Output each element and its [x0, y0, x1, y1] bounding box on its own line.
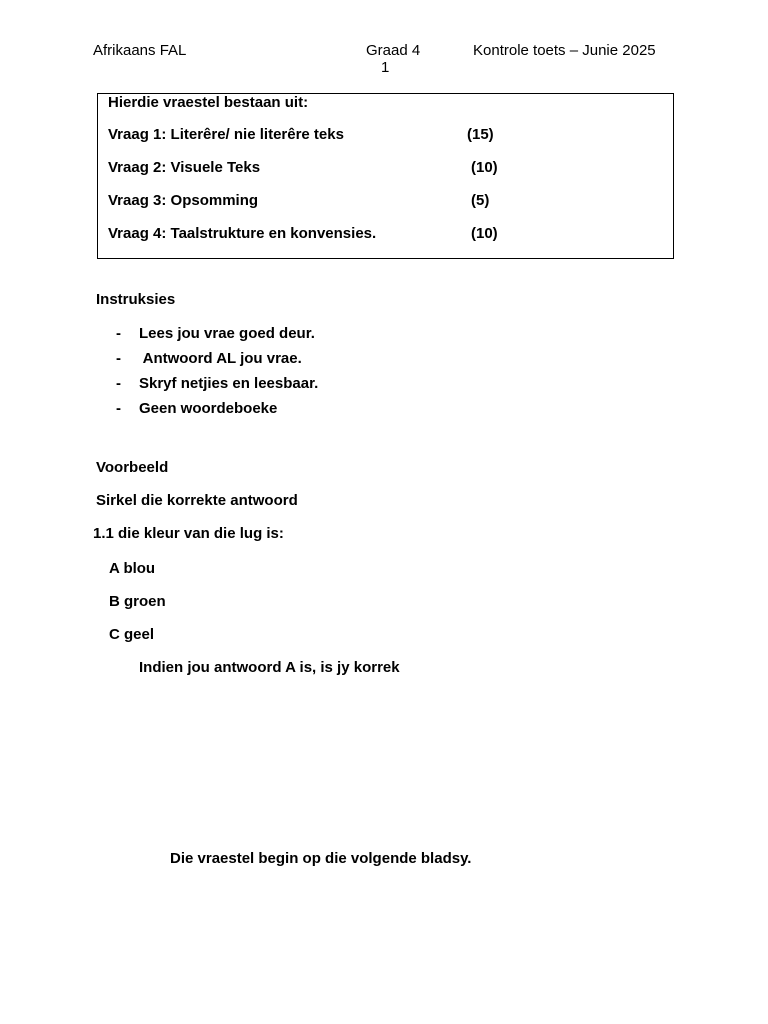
instruction-item: Geen woordeboeke: [139, 400, 278, 417]
question-2-marks: (10): [471, 159, 498, 176]
bullet-dash: -: [116, 325, 121, 342]
bullet-dash: -: [116, 375, 121, 392]
question-2-label: Vraag 2: Visuele Teks: [108, 159, 261, 176]
header-subject: Afrikaans FAL: [93, 42, 187, 59]
continue-note: Die vraestel begin op die volgende bladsy.: [170, 850, 472, 867]
header-test-title: Kontrole toets – Junie 2025: [473, 42, 656, 59]
instruction-item: Skryf netjies en leesbaar.: [139, 375, 319, 392]
bullet-dash: -: [116, 350, 121, 367]
question-1-marks: (15): [467, 126, 494, 143]
header-grade: Graad 4: [366, 42, 421, 59]
bullet-dash: -: [116, 400, 121, 417]
instruction-item: Antwoord AL jou vrae.: [139, 350, 302, 367]
question-3-label: Vraag 3: Opsomming: [108, 192, 259, 209]
question-4-label: Vraag 4: Taalstrukture en konvensies.: [108, 225, 377, 242]
instruction-item: Lees jou vrae goed deur.: [139, 325, 315, 342]
option-a: A blou: [109, 560, 156, 577]
example-instruction: Sirkel die korrekte antwoord: [96, 492, 298, 509]
option-c: C geel: [109, 626, 155, 643]
summary-title: Hierdie vraestel bestaan uit:: [108, 94, 309, 111]
question-4-marks: (10): [471, 225, 498, 242]
example-heading: Voorbeeld: [96, 459, 169, 476]
example-question: 1.1 die kleur van die lug is:: [93, 525, 284, 542]
instructions-heading: Instruksies: [96, 291, 176, 308]
option-b: B groen: [109, 593, 166, 610]
example-note: Indien jou antwoord A is, is jy korrek: [139, 659, 400, 676]
question-3-marks: (5): [471, 192, 490, 209]
question-1-label: Vraag 1: Literêre/ nie literêre teks: [108, 126, 344, 143]
page-number: 1: [381, 59, 390, 76]
